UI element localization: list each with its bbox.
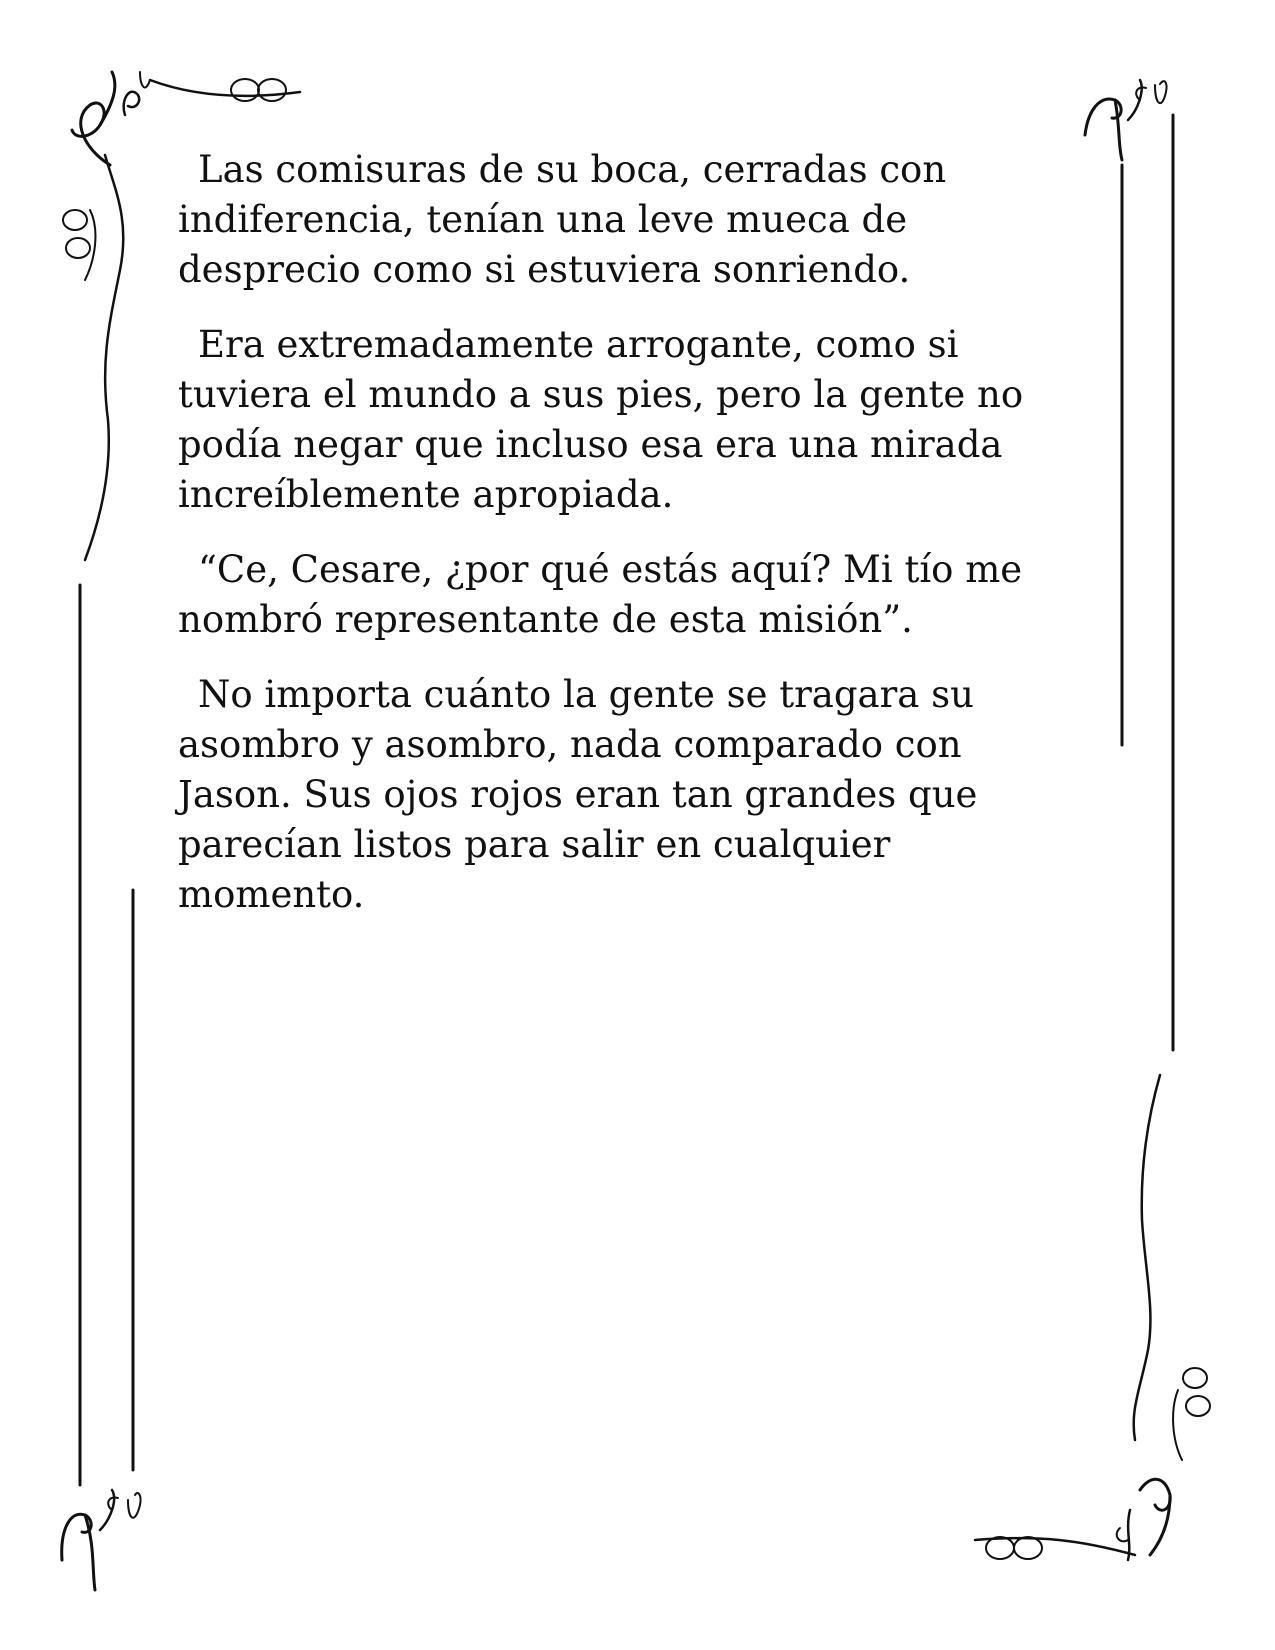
- body-text: [178, 145, 1058, 945]
- bottom-right-flourish-ornament: [975, 1075, 1210, 1560]
- bottom-left-flourish-ornament: [62, 1490, 141, 1590]
- paragraph-4: No importa cuánto la gente se tragara su asombro y asombro, nada comparado con Jason. Sus ojos rojos eran tan grandes que parecían listos para salir en cualquier momento.: [178, 673, 978, 916]
- paragraph-2: Era extremadamente arrogante, como si tuviera el mundo a sus pies, pero la gente no podía negar que incluso esa era una mirada increíblemente apropiada.: [178, 323, 1024, 516]
- top-right-flourish-ornament: [1085, 80, 1173, 1050]
- paragraph-1: Las comisuras de su boca, cerradas con indiferencia, tenían una leve mueca de desprecio como si estuviera sonriendo.: [178, 148, 947, 291]
- paragraph-3: “Ce, Cesare, ¿por qué estás aquí? Mi tío me nombró representante de esta misión”.: [178, 548, 1023, 641]
